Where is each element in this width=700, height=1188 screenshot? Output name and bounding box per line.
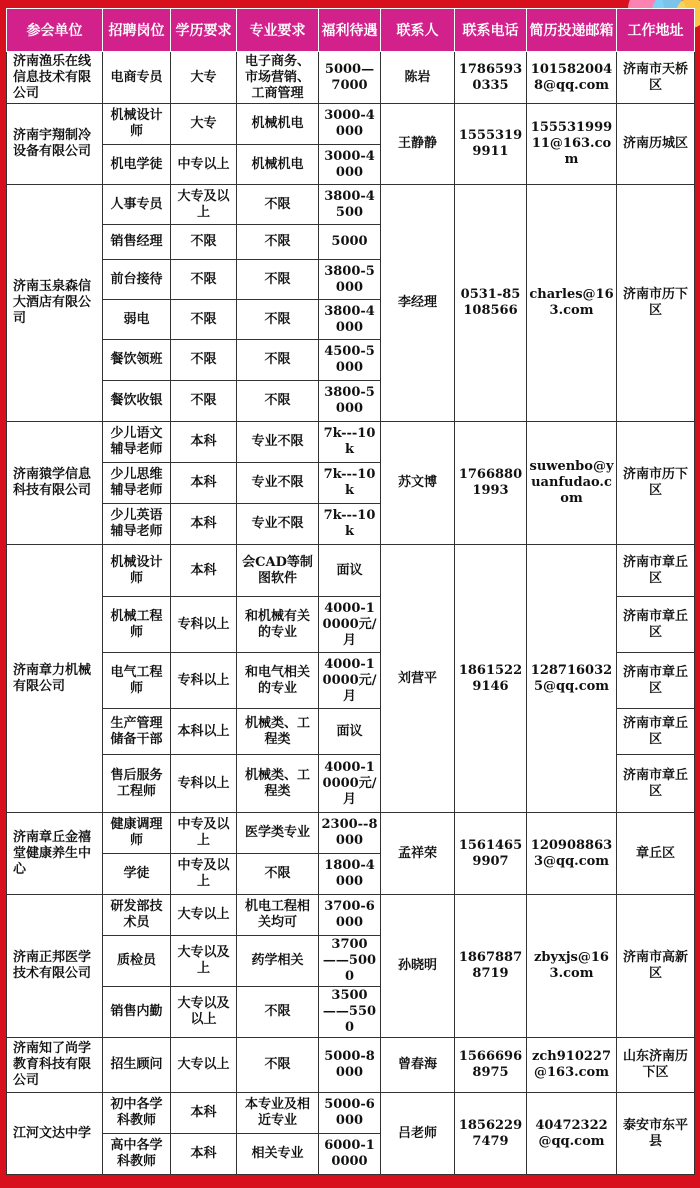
phone-cell: 18615229146: [455, 545, 527, 813]
phone-cell: 17668801993: [455, 422, 527, 545]
table-row: [7, 1038, 695, 1093]
position-cell: 前台接待: [103, 260, 171, 300]
company-name-cell: 济南渔乐在线信息技术有限公司: [7, 52, 103, 104]
position-cell: 机械工程师: [103, 597, 171, 653]
phone-cell: 0531-85108566: [455, 185, 527, 422]
position-cell: 机电学徒: [103, 145, 171, 185]
salary-cell: 面议: [319, 709, 381, 755]
education-cell: 大专: [171, 52, 237, 104]
table-row: [7, 895, 695, 936]
contact-cell: 李经理: [381, 185, 455, 422]
major-cell: 不限: [237, 260, 319, 300]
location-cell: 济南历城区: [617, 104, 695, 185]
email-cell: charles@163.com: [527, 185, 617, 422]
header-education: 学历要求: [171, 9, 237, 52]
major-cell: 不限: [237, 381, 319, 422]
salary-cell: 1800-4000: [319, 854, 381, 895]
position-cell: 少儿英语辅导老师: [103, 504, 171, 545]
education-cell: 不限: [171, 260, 237, 300]
salary-cell: 2300--8000: [319, 813, 381, 854]
education-cell: 大专: [171, 104, 237, 145]
major-cell: 机电工程相关均可: [237, 895, 319, 936]
education-cell: 本科: [171, 1093, 237, 1134]
position-cell: 质检员: [103, 936, 171, 987]
table-row: [7, 422, 695, 463]
major-cell: 机械类、工程类: [237, 755, 319, 813]
major-cell: 不限: [237, 340, 319, 381]
table-row: [7, 104, 695, 145]
major-cell: 不限: [237, 300, 319, 340]
position-cell: 少儿语文辅导老师: [103, 422, 171, 463]
email-cell: zch910227@163.com: [527, 1038, 617, 1093]
phone-cell: 15666968975: [455, 1038, 527, 1093]
phone-cell: 15553199911: [455, 104, 527, 185]
table-row: [7, 1093, 695, 1134]
contact-cell: 刘营平: [381, 545, 455, 813]
contact-cell: 孟祥荣: [381, 813, 455, 895]
location-cell: 济南市章丘区: [617, 709, 695, 755]
salary-cell: 4000-10000元/月: [319, 653, 381, 709]
company-name-cell: 济南宇翔制冷设备有限公司: [7, 104, 103, 185]
location-cell: 山东济南历下区: [617, 1038, 695, 1093]
header-phone: 联系电话: [455, 9, 527, 52]
contact-cell: 孙晓明: [381, 895, 455, 1038]
position-cell: 机械设计师: [103, 104, 171, 145]
major-cell: 本专业及相近专业: [237, 1093, 319, 1134]
salary-cell: 7k---10k: [319, 422, 381, 463]
salary-cell: 4000-10000元/月: [319, 755, 381, 813]
table-body: [7, 52, 695, 1175]
major-cell: 专业不限: [237, 463, 319, 504]
education-cell: 本科: [171, 545, 237, 597]
position-cell: 学徒: [103, 854, 171, 895]
email-cell: 1015820048@qq.com: [527, 52, 617, 104]
major-cell: 相关专业: [237, 1134, 319, 1175]
education-cell: 本科: [171, 1134, 237, 1175]
email-cell: 1287160325@qq.com: [527, 545, 617, 813]
education-cell: 中专及以上: [171, 813, 237, 854]
position-cell: 电商专员: [103, 52, 171, 104]
major-cell: 不限: [237, 225, 319, 260]
table-row: [7, 545, 695, 597]
education-cell: 大专及以上: [171, 185, 237, 225]
location-cell: 济南市章丘区: [617, 597, 695, 653]
education-cell: 中专及以上: [171, 854, 237, 895]
position-cell: 售后服务工程师: [103, 755, 171, 813]
education-cell: 不限: [171, 225, 237, 260]
email-cell: suwenbo@yuanfudao.com: [527, 422, 617, 545]
company-name-cell: 济南正邦医学技术有限公司: [7, 895, 103, 1038]
company-name-cell: 济南章力机械有限公司: [7, 545, 103, 813]
education-cell: 本科: [171, 504, 237, 545]
salary-cell: 3800-5000: [319, 381, 381, 422]
table-header-row: [7, 9, 695, 52]
major-cell: 电子商务、市场营销、工商管理: [237, 52, 319, 104]
education-cell: 大专以及以上: [171, 987, 237, 1038]
contact-cell: 陈岩: [381, 52, 455, 104]
major-cell: 会CAD等制图软件: [237, 545, 319, 597]
education-cell: 本科以上: [171, 709, 237, 755]
phone-cell: 18562297479: [455, 1093, 527, 1175]
table-row: [7, 185, 695, 225]
salary-cell: 3800-5000: [319, 260, 381, 300]
education-cell: 本科: [171, 463, 237, 504]
email-cell: zbyxjs@163.com: [527, 895, 617, 1038]
major-cell: 不限: [237, 185, 319, 225]
location-cell: 济南市章丘区: [617, 653, 695, 709]
position-cell: 高中各学科教师: [103, 1134, 171, 1175]
salary-cell: 7k---10k: [319, 463, 381, 504]
major-cell: 不限: [237, 987, 319, 1038]
salary-cell: 5000: [319, 225, 381, 260]
major-cell: 不限: [237, 854, 319, 895]
salary-cell: 6000-10000: [319, 1134, 381, 1175]
email-cell: 15553199911@163.com: [527, 104, 617, 185]
header-email: 简历投递邮箱: [527, 9, 617, 52]
salary-cell: 4500-5000: [319, 340, 381, 381]
salary-cell: 3800-4000: [319, 300, 381, 340]
education-cell: 本科: [171, 422, 237, 463]
education-cell: 不限: [171, 300, 237, 340]
major-cell: 机械类、工程类: [237, 709, 319, 755]
position-cell: 餐饮收银: [103, 381, 171, 422]
company-name-cell: 济南猿学信息科技有限公司: [7, 422, 103, 545]
location-cell: 济南市章丘区: [617, 755, 695, 813]
company-name-cell: 济南章丘金禧堂健康养生中心: [7, 813, 103, 895]
company-name-cell: 江河文达中学: [7, 1093, 103, 1175]
header-contact: 联系人: [381, 9, 455, 52]
salary-cell: 面议: [319, 545, 381, 597]
major-cell: 专业不限: [237, 504, 319, 545]
job-fair-table: [6, 8, 695, 1175]
position-cell: 机械设计师: [103, 545, 171, 597]
location-cell: 济南市历下区: [617, 185, 695, 422]
education-cell: 专科以上: [171, 653, 237, 709]
location-cell: 济南市章丘区: [617, 545, 695, 597]
salary-cell: 5000-8000: [319, 1038, 381, 1093]
email-cell: 40472322@qq.com: [527, 1093, 617, 1175]
education-cell: 大专以上: [171, 895, 237, 936]
salary-cell: 3000-4000: [319, 145, 381, 185]
major-cell: 机械机电: [237, 104, 319, 145]
salary-cell: 5000—7000: [319, 52, 381, 104]
header-major: 专业要求: [237, 9, 319, 52]
salary-cell: 3000-4000: [319, 104, 381, 145]
contact-cell: 曾春海: [381, 1038, 455, 1093]
header-company: 参会单位: [7, 9, 103, 52]
major-cell: 不限: [237, 1038, 319, 1093]
major-cell: 和机械有关的专业: [237, 597, 319, 653]
salary-cell: 5000-6000: [319, 1093, 381, 1134]
position-cell: 人事专员: [103, 185, 171, 225]
location-cell: 济南市天桥区: [617, 52, 695, 104]
phone-cell: 15614659907: [455, 813, 527, 895]
position-cell: 招生顾问: [103, 1038, 171, 1093]
major-cell: 医学类专业: [237, 813, 319, 854]
location-cell: 泰安市东平县: [617, 1093, 695, 1175]
email-cell: 1209088633@qq.com: [527, 813, 617, 895]
salary-cell: 3500——5500: [319, 987, 381, 1038]
contact-cell: 王静静: [381, 104, 455, 185]
location-cell: 济南市高新区: [617, 895, 695, 1038]
header-position: 招聘岗位: [103, 9, 171, 52]
education-cell: 大专以上: [171, 1038, 237, 1093]
header-salary: 福利待遇: [319, 9, 381, 52]
contact-cell: 吕老师: [381, 1093, 455, 1175]
location-cell: 济南市历下区: [617, 422, 695, 545]
salary-cell: 3700-6000: [319, 895, 381, 936]
position-cell: 销售内勤: [103, 987, 171, 1038]
position-cell: 少儿思维辅导老师: [103, 463, 171, 504]
table-row: [7, 52, 695, 104]
salary-cell: 3700——5000: [319, 936, 381, 987]
phone-cell: 17865930335: [455, 52, 527, 104]
salary-cell: 4000-10000元/月: [319, 597, 381, 653]
position-cell: 健康调理师: [103, 813, 171, 854]
position-cell: 研发部技术员: [103, 895, 171, 936]
education-cell: 中专以上: [171, 145, 237, 185]
header-location: 工作地址: [617, 9, 695, 52]
company-name-cell: 济南知了尚学教育科技有限公司: [7, 1038, 103, 1093]
major-cell: 专业不限: [237, 422, 319, 463]
location-cell: 章丘区: [617, 813, 695, 895]
salary-cell: 7k---10k: [319, 504, 381, 545]
education-cell: 不限: [171, 381, 237, 422]
education-cell: 专科以上: [171, 597, 237, 653]
position-cell: 初中各学科教师: [103, 1093, 171, 1134]
major-cell: 药学相关: [237, 936, 319, 987]
position-cell: 生产管理储备干部: [103, 709, 171, 755]
education-cell: 大专以及上: [171, 936, 237, 987]
position-cell: 销售经理: [103, 225, 171, 260]
education-cell: 专科以上: [171, 755, 237, 813]
phone-cell: 18678878719: [455, 895, 527, 1038]
position-cell: 餐饮领班: [103, 340, 171, 381]
major-cell: 和电气相关的专业: [237, 653, 319, 709]
contact-cell: 苏文博: [381, 422, 455, 545]
major-cell: 机械机电: [237, 145, 319, 185]
position-cell: 弱电: [103, 300, 171, 340]
education-cell: 不限: [171, 340, 237, 381]
company-name-cell: 济南玉泉森信大酒店有限公司: [7, 185, 103, 422]
salary-cell: 3800-4500: [319, 185, 381, 225]
table-row: [7, 813, 695, 854]
position-cell: 电气工程师: [103, 653, 171, 709]
